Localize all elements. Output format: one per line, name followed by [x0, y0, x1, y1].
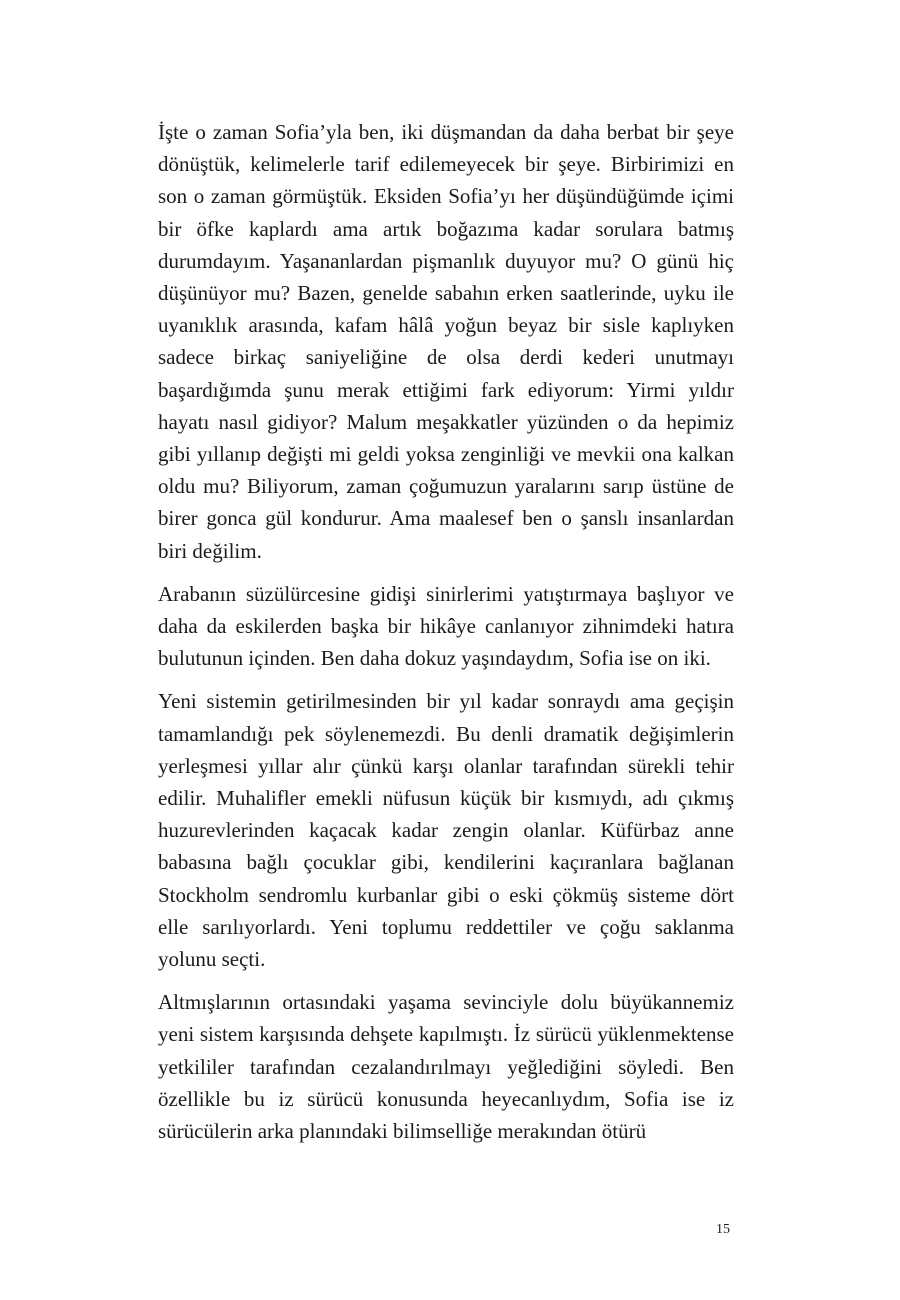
body-text	[158, 116, 734, 1158]
paragraph-2: Arabanın süzülürcesine gidişi sinirlerimi yatıştırmaya başlıyor ve daha da eskilerden başka bir hikâye canlanıyor zihnimdeki hatıra bulutunun içinden. Ben daha dokuz yaşındaydım, Sofia ise on iki.	[158, 581, 734, 671]
page-number: 15	[716, 1222, 730, 1237]
paragraph-4: Altmışlarının ortasındaki yaşama sevinciyle dolu büyükannemiz yeni sistem karşısında dehşete kapılmıştı. İz sürücü yüklenmektense yetkililer tarafından cezalandırılmayı yeğlediğini söyledi. Ben özellikle bu iz sürücü konusunda heyecanlıydım, Sofia ise iz sürücülerin arka planındaki bilimselliğe merakından ötürü	[158, 990, 734, 1144]
paragraph-1: İşte o zaman Sofia’yla ben, iki düşmandan da daha berbat bir şeye dönüştük, kelimelerle tarif edilemeyecek bir şeye. Birbirimizi en son o zaman görmüştük. Eksiden Sofia’yı her düşündüğümde içimi bir öfke kaplardı ama artık boğazıma kadar sorulara batmış durumdayım. Yaşananlardan pişmanlık duyuyor mu? O günü hiç düşünüyor mu? Bazen, genelde sabahın erken saatlerinde, uyku ile uyanıklık arasında, kafam hâlâ yoğun beyaz bir sisle kaplıyken sadece birkaç saniyeliğine de olsa derdi kederi unutmayı başardığımda şunu merak ettiğimi fark ediyorum: Yirmi yıldır hayatı nasıl gidiyor? Malum meşakkatler yüzünden o da hepimiz gibi yıllanıp değişti mi geldi yoksa zenginliği ve mevkii ona kalkan oldu mu? Biliyorum, zaman çoğumuzun yaralarını sarıp üstüne de birer gonca gül kondurur. Ama maalesef ben o şanslı insanlardan biri değilim.	[158, 120, 734, 563]
paragraph-3: Yeni sistemin getirilmesinden bir yıl kadar sonraydı ama geçişin tamamlandığı pek söylenemezdi. Bu denli dramatik değişimlerin yerleşmesi yıllar alır çünkü karşı olanlar tarafından sürekli tehir edilir. Muhalifler emekli nüfusun küçük bir kısmıydı, adı çıkmış huzurevlerinden kaçacak kadar zengin olanlar. Küfürbaz anne babasına bağlı çocuklar gibi, kendilerini kaçıranlara bağlanan Stockholm sendromlu kurbanlar gibi o eski çökmüş sisteme dört elle sarılıyorlardı. Yeni toplumu reddettiler ve çoğu saklanma yolunu seçti.	[158, 689, 734, 972]
